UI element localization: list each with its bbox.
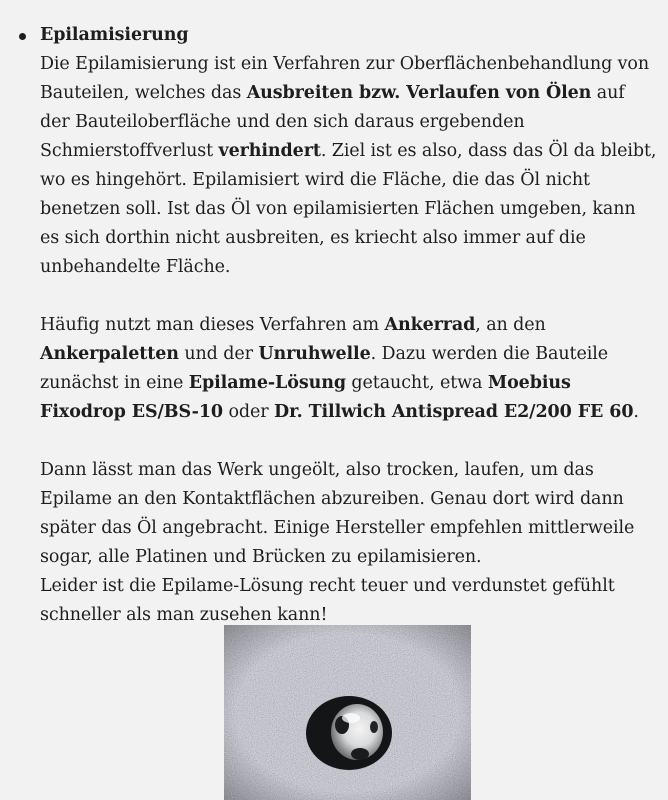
section-heading: Epilamisierung — [40, 25, 189, 45]
paragraph-definition: Die Epilamisierung ist ein Verfahren zur Oberflächenbehandlung von Bauteilen, welches das Ausbreiten bzw. Verlaufen von Ölen auf der Bauteiloberfläche und den sich daraus ergebenden Schmierstoffverlust verhindert. Ziel ist es also, dass das Öl da bleibt, wo es hingehört. Epilamisiert wird die Fläche, die das Öl nicht benetzen soll. Ist das Öl von epilamisierten Flächen umgeben, kann es sich dorthin nicht ausbreiten, es kriecht also immer auf die unbehandelte Fläche. — [40, 54, 657, 277]
oil-droplet-photo — [224, 625, 471, 800]
bullet-dot-icon — [19, 33, 26, 40]
photo-illustration — [224, 625, 471, 800]
oil-droplet — [306, 696, 392, 770]
paragraph-procedure: Dann lässt man das Werk ungeölt, also trocken, laufen, um das Epilame an den Kontaktflächen abzureiben. Genau dort wird dann später das Öl angebracht. Einige Hersteller empfehlen mittlerweile sogar, alle Platinen und Brücken zu epilamisieren. Leider ist die Epilame-Lösung recht teuer und verdunstet gefühlt schneller als man zusehen kann! — [40, 460, 635, 625]
paragraph-application: Häufig nutzt man dieses Verfahren am Ankerrad, an den Ankerpaletten und der Unruhwelle. Dazu werden die Bauteile zunächst in eine Epilame-Lösung getaucht, etwa Moebius Fixodrop ES/BS-10 oder Dr. Tillwich Antispread E2/200 FE 60. — [40, 315, 639, 422]
